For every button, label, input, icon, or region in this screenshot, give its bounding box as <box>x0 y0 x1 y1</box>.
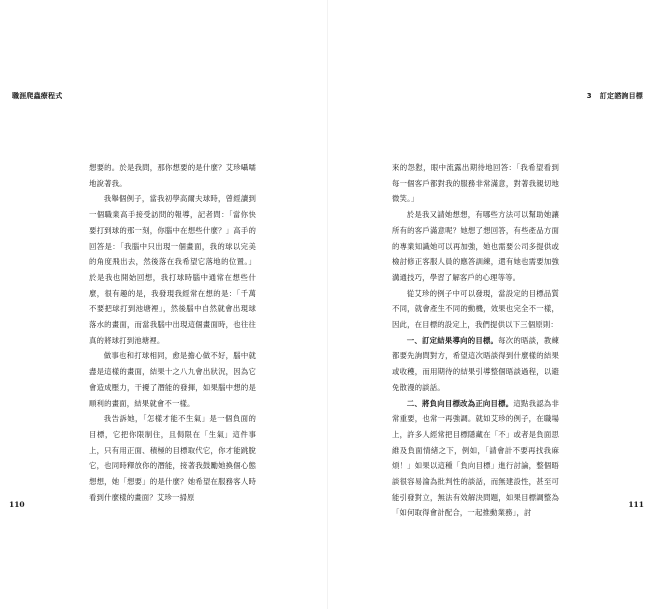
right-paragraph-3-text: 從艾珍的例子中可以發現，當設定的目標品質不同，就會產生不同的動機，效果也完全不一樣，因此，在目標的設定上，我們提供以下三個原則： <box>392 288 559 330</box>
principle-2-heading: 二、將負向目標改為正向目標。 <box>406 398 514 408</box>
right-paragraph-4-text: 每次的晤談，教練都要先詢問對方，希望這次晤談得到什麼樣的結果或收穫，而用期待的結果引導整個晤談過程，以避免散漫的談話。 <box>392 335 559 392</box>
right-paragraph-1-text: 來的怨懟，眼中流露出期待地回答：「我希望看到每一個客戶都對我的服務非常滿意，對著我親切地微笑。」 <box>392 163 559 204</box>
left-paragraph-2: 我舉個例子，當我初學高爾夫球時，曾經讀到一個職業高手接受訪問的報導，記者問：「當你快要打到球的那一刻，你腦中在想些什麼？」高手的回答是：「我腦中只出現一個畫面，我的球以完美的角度飛出去，然後落在我希望它落地的位置。」於是我也開始回想，我打球時腦中通常在想些什麼，很有趣的是，我發現我經常在想的是：「千萬不要把球打到池塘裡」，然後腦中自然就會出現球落水的畫面，而當我腦中出現這個畫面時，也往往真的將球打到池塘裡。 <box>89 194 256 345</box>
left-running-head-title: 職涯爬蟲療程式 <box>12 92 63 100</box>
left-page-number: 110 <box>9 500 25 509</box>
right-body-text <box>392 160 559 521</box>
left-paragraph-1: 想要的。於是我問，那你想要的是什麼？艾珍囁嚅地說著我。 <box>89 163 256 188</box>
right-paragraph-3 <box>392 286 559 333</box>
left-page <box>0 0 327 609</box>
left-paragraph-3: 做事也和打球相同，愈是擔心做不好，腦中就盡是這樣的畫面，結果十之八九會出狀況，因為它會造成壓力，干擾了潛能的發揮，如果腦中想的是順利的畫面，結果就會不一樣。 <box>89 351 256 408</box>
right-page <box>328 0 655 609</box>
right-paragraph-2-text: 於是我又請她想想，有哪些方法可以幫助她讓所有的客戶滿意呢？她想了想回答，有些產品方面的專業知識她可以再加強，她也需要公司多提供或檢討修正客服人員的應答訓練，還有她也需要加強溝通技巧，學習了解客戶的心理等等。 <box>392 210 559 282</box>
left-running-head <box>12 91 62 101</box>
chapter-number: 3 <box>586 92 592 100</box>
right-running-head <box>587 91 643 101</box>
left-body-text <box>89 160 256 505</box>
left-paragraph-4: 我告訴她，「怎樣才能不生氣」是一個負面的目標，它把你限制住，且侷限在「生氣」這件事上，只有用正面、積極的目標取代它，你才能跳脫它，也同時釋放你的潛能，接著我鼓勵她換個心態想想，她「想要」的是什麼？她希望在服務客人時看到什麼樣的畫面？艾珍一掃原 <box>89 414 256 502</box>
right-paragraph-4 <box>392 333 559 396</box>
principle-1-heading: 一、訂定結果導向的目標。 <box>406 335 499 345</box>
right-paragraph-5 <box>392 396 559 522</box>
right-paragraph-5-text: 這點我認為非常重要，也常一再強調。就如艾珍的例子，在職場上，許多人經常把目標隱藏在「不」或者是負面思維及負面情緒之下，例如，「請會計不要再找我麻煩！」如果以這種「負向目標」進行討論，整個晤談很容易淪為批判性的談話，而無建設性，甚至可能引發對立，無法有效解決問題，如果目標調整為「如何取得會計配合，一起推動業務」，討 <box>392 398 559 518</box>
right-paragraph-2 <box>392 207 559 286</box>
right-paragraph-1 <box>392 160 559 207</box>
right-running-head-title: 訂定諮詢目標 <box>599 92 643 100</box>
right-page-number: 111 <box>628 500 644 509</box>
